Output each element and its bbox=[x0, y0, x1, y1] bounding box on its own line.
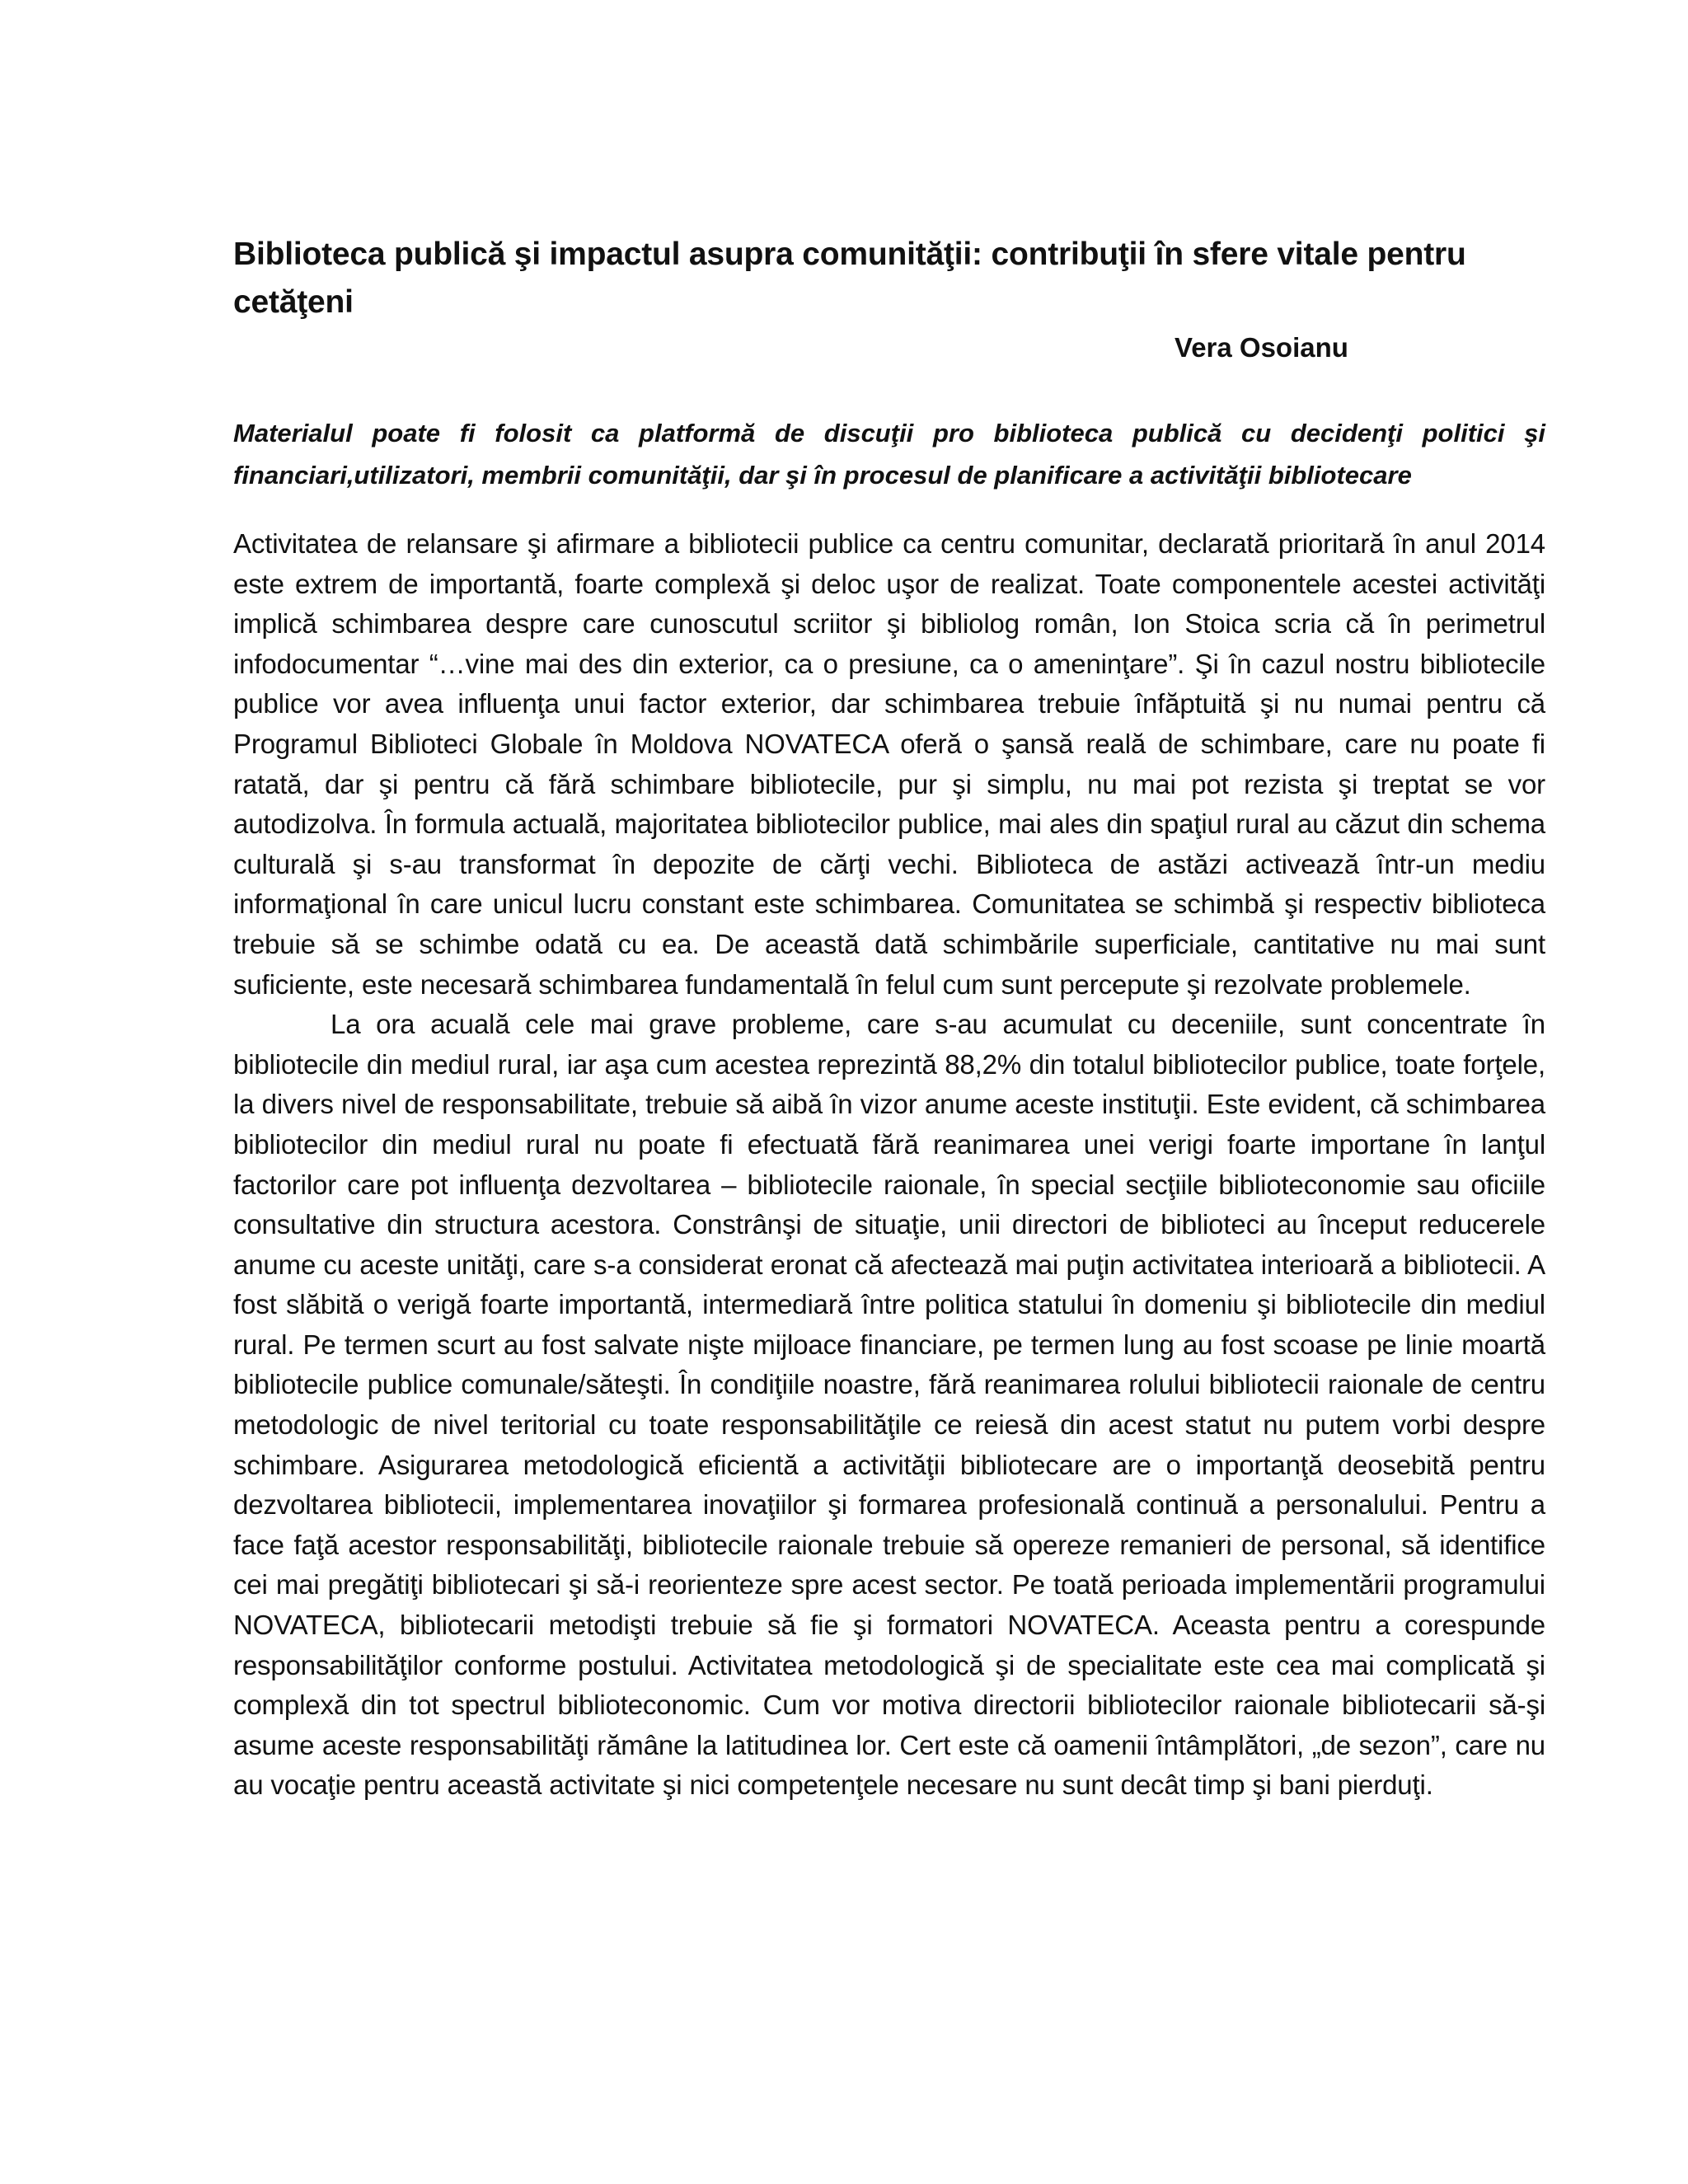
abstract-note: Materialul poate fi folosit ca platformă de discuţii pro biblioteca publică cu decidenţi politici şi financiari,utilizatori, membrii comunităţii, dar şi în procesul de planificare a activităţii bibliotecare bbox=[233, 419, 1545, 490]
author-name: Vera Osoianu bbox=[1175, 332, 1348, 363]
body-paragraph-2: La ora acuală cele mai grave probleme, care s-au acumulat cu deceniile, sunt concentrate în bibliotecile din mediul rural, iar aşa cum acestea reprezintă 88,2% din totalul bibliotecilor publice, toate forţele, la divers nivel de responsabilitate, trebuie să aibă în vizor anume aceste instituţii. Este evident, că schimbarea bibliotecilor din mediul rural nu poate fi efectuată fără reanimarea unei verigi foarte importane în lanţul factorilor care pot influenţa dezvoltarea – bibliotecile raionale, în special secţiile biblioteconomie sau oficiile consultative din structura acestora. Constrânşi de situaţie, unii directori de biblioteci au început reducerele anume cu aceste unităţi, care s-a considerat eronat că afectează mai puţin activitatea interioară a bibliotecii. A fost slăbită o verigă foarte importantă, intermediară între politica statului în domeniu şi bibliotecile din mediul rural. Pe termen scurt au fost salvate nişte mijloace financiare, pe termen lung au fost scoase pe linie moartă bibliotecile publice comunale/săteşti. În condiţiile noastre, fără reanimarea rolului bibliotecii raionale de centru metodologic de nivel teritorial cu toate responsabilităţile ce reiesă din acest statut nu putem vorbi despre schimbare. Asigurarea metodologică eficientă a activităţii bibliotecare are o importanţă deosebită pentru dezvoltarea bibliotecii, implementarea inovaţiilor şi formarea profesională continuă a personalului. Pentru a face faţă acestor responsabilităţi, bibliotecile raionale trebuie să opereze remanieri de personal, să identifice cei mai pregătiţi bibliotecari şi să-i reorienteze spre acest sector. Pe toată perioada implementării programului NOVATECA, bibliotecarii metodişti trebuie să fie şi formatori NOVATECA. Aceasta pentru a corespunde responsabilităţilor conforme postului. Activitatea metodologică şi de specialitate este cea mai complicată şi complexă din tot spectrul biblioteconomic. Cum vor motiva directorii bibliotecilor raionale bibliotecarii să-şi asume aceste responsabilităţi rămâne la latitudinea lor. Cert este că oamenii întâmplători, „de sezon”, care nu au vocaţie pentru această activitate şi nici competenţele necesare nu sunt decât timp şi bani pierduţi. bbox=[233, 1009, 1545, 1801]
document-page bbox=[233, 231, 1545, 1806]
body-paragraph-1: Activitatea de relansare şi afirmare a bibliotecii publice ca centru comunitar, declarată prioritară în anul 2014 este extrem de importantă, foarte complexă şi deloc uşor de realizat. Toate componentele acestei activităţi implică schimbarea despre care cunoscutul scriitor şi bibliolog român, Ion Stoica scria că în perimetrul infodocumentar “…vine mai des din exterior, ca o presiune, ca o ameninţare”. Şi în cazul nostru bibliotecile publice vor avea influenţa unui factor exterior, dar schimbarea trebuie înfăptuită şi nu numai pentru că Programul Biblioteci Globale în Moldova NOVATECA oferă o şansă reală de schimbare, care nu poate fi ratată, dar şi pentru că fără schimbare bibliotecile, pur şi simplu, nu mai pot rezista şi treptat se vor autodizolva. În formula actuală, majoritatea bibliotecilor publice, mai ales din spaţiul rural au căzut din schema culturală şi s-au transformat în depozite de cărţi vechi. Biblioteca de astăzi activează într-un mediu informaţional în care unicul lucru constant este schimbarea. Comunitatea se schimbă şi respectiv biblioteca trebuie să se schimbe odată cu ea. De această dată schimbările superficiale, cantitative nu mai sunt suficiente, este necesară schimbarea fundamentală în felul cum sunt percepute şi rezolvate problemele. bbox=[233, 528, 1545, 1000]
document-title: Biblioteca publică şi impactul asupra comunităţii: contribuţii în sfere vitale pentru cetăţeni bbox=[233, 237, 1466, 320]
